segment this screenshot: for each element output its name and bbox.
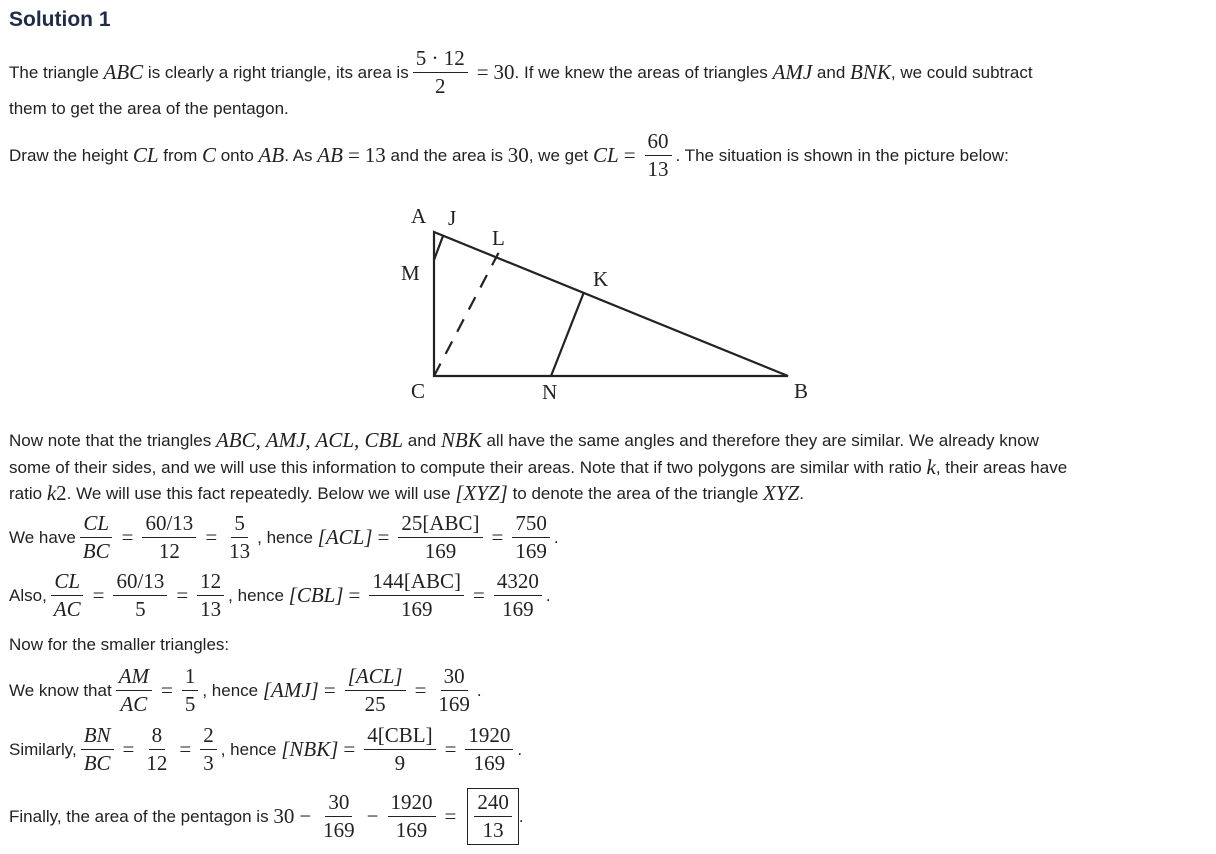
answer-box — [467, 788, 519, 845]
fraction — [465, 725, 513, 774]
frac-den: 13 — [647, 157, 669, 181]
text: Draw the height — [9, 145, 129, 165]
frac-den: 25 — [364, 692, 386, 716]
fraction — [398, 513, 482, 562]
equals: = — [476, 60, 489, 84]
value-13: 13 — [364, 143, 386, 167]
label-c: C — [411, 379, 426, 403]
label-n: N — [542, 380, 558, 404]
equals: = — [179, 737, 192, 761]
minus: − — [366, 804, 379, 828]
equation-nbk — [9, 725, 522, 774]
text: We have — [9, 527, 76, 547]
frac-den: AC — [120, 692, 148, 716]
fraction — [320, 792, 358, 841]
text: , hence — [257, 527, 313, 547]
text-line: Now for the smaller triangles: — [9, 635, 230, 654]
frac-num: 240 — [474, 792, 512, 817]
fraction — [81, 725, 114, 774]
fraction — [143, 725, 170, 774]
frac-num: 2 — [200, 725, 217, 750]
text: and — [407, 430, 437, 450]
math-xyz: XYZ — [763, 481, 800, 505]
frac-num: 12 — [197, 571, 224, 596]
fraction — [113, 571, 167, 620]
frac-num: 60/13 — [113, 571, 167, 596]
text: . As — [284, 145, 313, 165]
frac-den: BC — [83, 751, 111, 775]
frac-den: 13 — [482, 818, 504, 842]
paragraph-similar-line1 — [9, 428, 1039, 453]
math-c: C — [201, 143, 216, 167]
equals: = — [122, 737, 135, 761]
math-abc: ABC — [103, 60, 144, 84]
segment-nk — [551, 292, 584, 376]
text-line: them to get the area of the pentagon. — [9, 99, 289, 118]
equals: = — [121, 525, 134, 549]
frac-num: 25[ABC] — [398, 513, 482, 538]
segment-mj — [434, 236, 443, 260]
height-cl-dashed — [434, 252, 499, 376]
paragraph-height — [9, 131, 1009, 180]
text: . — [545, 585, 551, 605]
text: . If we knew the areas of triangles — [514, 62, 768, 82]
frac-num: 144[ABC] — [369, 571, 464, 596]
text: , their areas have — [935, 457, 1068, 477]
frac-den: 2 — [434, 74, 446, 98]
text: and the area is — [390, 145, 503, 165]
fraction — [435, 666, 473, 715]
label-k: K — [593, 267, 609, 291]
paragraph-area — [9, 48, 1033, 97]
frac-num: 30 — [325, 792, 352, 817]
fraction — [116, 666, 152, 715]
equation-acl — [9, 513, 559, 562]
value-30: 30 — [493, 60, 515, 84]
fraction — [494, 571, 542, 620]
math-amj-area: [AMJ] — [262, 678, 319, 702]
text: Also, — [9, 585, 47, 605]
fraction — [364, 725, 435, 774]
frac-num: CL — [51, 571, 83, 596]
fraction-cl — [645, 131, 672, 180]
frac-num: 1920 — [465, 725, 513, 750]
text: all have the same angles and therefore they are similar. We already know — [486, 430, 1039, 450]
text: , hence — [202, 680, 259, 700]
equals: = — [377, 525, 390, 549]
frac-num: 5 · 12 — [413, 48, 468, 73]
frac-den: 9 — [394, 751, 406, 775]
equals: = — [444, 804, 457, 828]
text: , we could subtract — [890, 62, 1033, 82]
label-a: A — [411, 204, 427, 228]
text: The triangle — [9, 62, 99, 82]
frac-den: 169 — [473, 751, 506, 775]
equals: = — [348, 583, 361, 607]
frac-num: AM — [116, 666, 152, 691]
frac-den: 12 — [158, 539, 180, 563]
math-ab: AB — [317, 143, 343, 167]
frac-den: 169 — [438, 692, 470, 716]
frac-num: 4[CBL] — [364, 725, 435, 750]
math-k: k — [46, 481, 57, 505]
text: some of their sides, and we will use this information to compute their areas. Note that if two polygons are similar with ratio — [9, 457, 922, 477]
fraction-area — [413, 48, 468, 97]
equals: = — [623, 143, 636, 167]
frac-den: 169 — [502, 597, 534, 621]
equals: = — [347, 143, 360, 167]
math-cbl-area: [CBL] — [288, 583, 344, 607]
text: onto — [220, 145, 254, 165]
equals: = — [205, 525, 218, 549]
frac-num: 4320 — [494, 571, 542, 596]
solution-title: Solution 1 — [9, 8, 111, 31]
frac-den: AC — [53, 597, 81, 621]
triangle-abc — [434, 232, 788, 376]
equals: = — [473, 583, 485, 607]
minus: − — [299, 804, 312, 828]
equals: = — [414, 678, 427, 702]
text: . — [553, 527, 559, 547]
fraction — [200, 725, 217, 774]
text: . — [518, 806, 524, 826]
fraction — [142, 513, 196, 562]
equation-amj — [9, 666, 482, 715]
fraction — [80, 513, 113, 562]
frac-den: 5 — [135, 597, 146, 621]
label-j: J — [448, 206, 457, 230]
math-nbk: NBK — [440, 428, 482, 452]
value-30: 30 — [507, 143, 529, 167]
frac-den: BC — [82, 539, 110, 563]
text: . — [517, 739, 523, 759]
math-bnk: BNK — [850, 60, 891, 84]
equals: = — [323, 678, 336, 702]
equals: = — [161, 678, 173, 702]
frac-num: 5 — [231, 513, 248, 538]
frac-den: 3 — [203, 751, 214, 775]
value-30: 30 — [273, 804, 295, 828]
frac-num: 750 — [512, 513, 550, 538]
frac-num: [ACL] — [345, 666, 406, 691]
fraction — [369, 571, 464, 620]
fraction — [197, 571, 224, 620]
math-acl-area: [ACL] — [317, 525, 373, 549]
equals: = — [444, 737, 457, 761]
frac-den: 169 — [515, 539, 547, 563]
paragraph-similar-line3 — [9, 481, 804, 506]
frac-den: 12 — [146, 751, 168, 775]
math-xyz-area: [XYZ] — [455, 481, 508, 505]
equals: = — [343, 737, 356, 761]
triangle-figure — [395, 200, 825, 410]
frac-den: 13 — [200, 597, 222, 621]
superscript: 2 — [56, 481, 67, 505]
equals: = — [92, 583, 105, 607]
frac-num: 30 — [441, 666, 468, 691]
fraction — [182, 666, 199, 715]
text: to denote the area of the triangle — [512, 483, 759, 503]
text: . We will use this fact repeatedly. Below we will use — [66, 483, 451, 503]
paragraph-similar-line2 — [9, 455, 1067, 480]
math-amj: AMJ — [772, 60, 813, 84]
fraction — [51, 571, 84, 620]
frac-num: BN — [81, 725, 114, 750]
equation-final — [9, 788, 524, 845]
frac-num: 1920 — [388, 792, 436, 817]
frac-den: 5 — [184, 692, 196, 716]
text: , we get — [528, 145, 589, 165]
text: Now note that the triangles — [9, 430, 212, 450]
text: from — [163, 145, 198, 165]
fraction — [512, 513, 550, 562]
frac-den: 169 — [395, 818, 428, 842]
frac-den: 13 — [229, 539, 251, 563]
frac-num: CL — [80, 513, 112, 538]
text: Finally, the area of the pentagon is — [9, 806, 269, 826]
label-m: M — [401, 261, 420, 285]
frac-den: 169 — [323, 818, 355, 842]
frac-den: 169 — [424, 539, 457, 563]
equation-cbl — [9, 571, 551, 620]
math-ab: AB — [258, 143, 285, 167]
text: , hence — [220, 739, 277, 759]
equals: = — [491, 525, 504, 549]
text: , hence — [228, 585, 284, 605]
text: and — [816, 62, 846, 82]
math-cl: CL — [132, 143, 159, 167]
frac-den: 169 — [400, 597, 433, 621]
equals: = — [176, 583, 189, 607]
fraction — [388, 792, 436, 841]
math-cl: CL — [593, 143, 619, 167]
text: is clearly a right triangle, its area is — [147, 62, 409, 82]
frac-num: 60 — [645, 131, 672, 156]
fraction — [345, 666, 406, 715]
text: . The situation is shown in the picture below: — [675, 145, 1009, 165]
frac-num: 60/13 — [142, 513, 196, 538]
label-l: L — [492, 226, 505, 250]
label-b: B — [794, 379, 809, 403]
text: . — [799, 483, 804, 503]
text: We know that — [9, 680, 112, 700]
frac-num: 1 — [182, 666, 199, 691]
fraction-answer — [474, 792, 512, 841]
text: Similarly, — [9, 739, 77, 759]
frac-num: 8 — [149, 725, 166, 750]
fraction — [226, 513, 253, 562]
math-triangle-list: ABC, AMJ, ACL, CBL — [215, 428, 404, 452]
text: ratio — [9, 483, 43, 503]
math-k: k — [926, 455, 936, 479]
math-nbk-area: [NBK] — [281, 737, 339, 761]
text: . — [476, 680, 482, 700]
